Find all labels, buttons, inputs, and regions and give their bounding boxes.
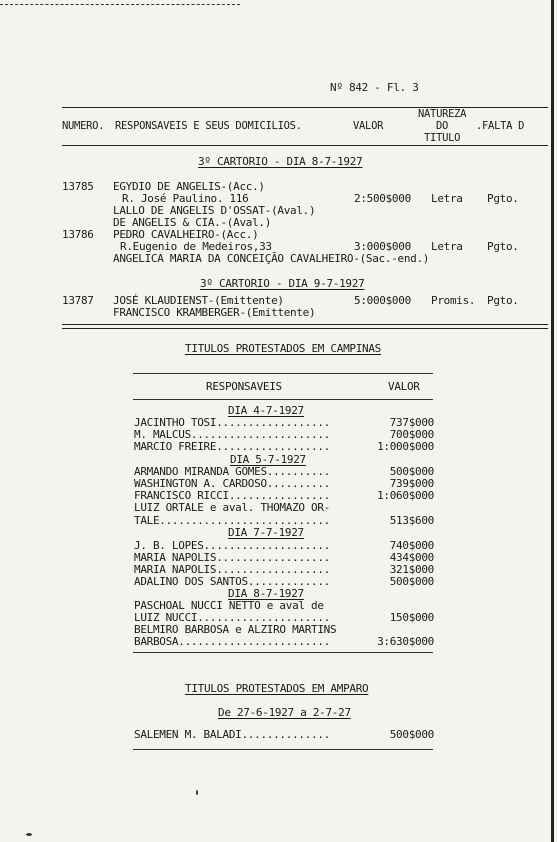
date-heading: DIA 5-7-1927 xyxy=(230,453,306,466)
entry-valor: 3:000$000 xyxy=(354,240,411,253)
entry-numero: 13786 xyxy=(62,228,94,241)
list-item: J. B. LOPES.................... xyxy=(134,539,330,552)
entry-falta: Pgto. xyxy=(487,192,519,205)
list-item: JACINTHO TOSI.................. xyxy=(134,416,330,429)
list-item-valor: 739$000 xyxy=(389,477,434,490)
top-scan-noise xyxy=(0,4,240,5)
column-valor: VALOR xyxy=(388,380,420,393)
list-item-valor: 740$000 xyxy=(389,539,434,552)
entry-natureza: Letra xyxy=(431,240,463,253)
cartorio-heading: 3º CARTORIO - DIA 8-7-1927 xyxy=(198,155,363,168)
section-rule xyxy=(62,324,548,325)
scan-edge xyxy=(551,0,554,842)
entry-line: R. José Paulino. 116 xyxy=(122,192,249,205)
date-heading: DIA 4-7-1927 xyxy=(228,404,304,417)
date-heading: DIA 8-7-1927 xyxy=(228,587,304,600)
entry-valor: 5:000$000 xyxy=(354,294,411,307)
entry-falta: Pgto. xyxy=(487,240,519,253)
list-item-valor: 700$000 xyxy=(389,428,434,441)
list-item-valor: 150$000 xyxy=(389,611,434,624)
list-item-valor: 3:630$000 xyxy=(377,635,434,648)
table-bottom-rule xyxy=(133,749,433,750)
amparo-title: TITULOS PROTESTADOS EM AMPARO xyxy=(185,682,369,695)
list-item-valor: 321$000 xyxy=(389,563,434,576)
cartorio-heading: 3º CARTORIO - DIA 9-7-1927 xyxy=(200,277,365,290)
list-item-valor: 434$000 xyxy=(389,551,434,564)
ink-speck xyxy=(26,833,32,836)
entry-natureza: Promis. xyxy=(431,294,476,307)
list-item: MARIA NAPOLIS.................. xyxy=(134,551,330,564)
list-item: PASCHOAL NUCCI NETTO e aval de xyxy=(134,599,324,612)
list-item-valor: 500$000 xyxy=(389,465,434,478)
entry-numero: 13787 xyxy=(62,294,94,307)
amparo-period: De 27-6-1927 a 2-7-27 xyxy=(218,706,351,719)
ink-speck xyxy=(196,790,198,795)
entry-natureza: Letra xyxy=(431,192,463,205)
entry-valor: 2:500$000 xyxy=(354,192,411,205)
list-item: BARBOSA........................ xyxy=(134,635,330,648)
section-rule xyxy=(62,328,548,329)
list-item: ARMANDO MIRANDA GOMES.......... xyxy=(134,465,330,478)
entry-line: R.Eugenio de Medeiros,33 xyxy=(120,240,272,253)
table-top-rule xyxy=(133,373,433,374)
list-item-valor: 500$000 xyxy=(389,575,434,588)
entry-line: DE ANGELIS & CIA.-(Aval.) xyxy=(113,216,272,229)
list-item: ADALINO DOS SANTOS............. xyxy=(134,575,330,588)
list-item: LUIZ ORTALE e aval. THOMAZO OR- xyxy=(134,501,330,514)
entry-line: EGYDIO DE ANGELIS-(Acc.) xyxy=(113,180,265,193)
column-responsaveis: RESPONSAVEIS xyxy=(206,380,282,393)
list-item: MARIA NAPOLIS.................. xyxy=(134,563,330,576)
header-responsaveis: RESPONSAVEIS E SEUS DOMICILIOS. xyxy=(115,120,302,132)
list-item: BELMIRO BARBOSA e ALZIRO MARTINS xyxy=(134,623,337,636)
header-titulo: TITULO xyxy=(424,132,461,144)
list-item-valor: 737$000 xyxy=(389,416,434,429)
header-do: DO xyxy=(436,120,449,132)
list-item-valor: 1:000$000 xyxy=(377,440,434,453)
list-item-valor: 500$000 xyxy=(389,728,434,741)
entry-line: ANGELICA MARIA DA CONCEIÇÃO CAVALHEIRO-(Sac.-end.) xyxy=(113,252,430,265)
date-heading: DIA 7-7-1927 xyxy=(228,526,304,539)
entry-numero: 13785 xyxy=(62,180,94,193)
header-falta: .FALTA D xyxy=(476,120,525,132)
list-item: LUIZ NUCCI..................... xyxy=(134,611,330,624)
list-item: TALE........................... xyxy=(134,514,330,527)
entry-line: FRANCISCO KRAMBERGER-(Emittente) xyxy=(113,306,316,319)
list-item: SALEMEN M. BALADI.............. xyxy=(134,728,330,741)
header-valor: VALOR xyxy=(353,120,384,132)
page-number: Nº 842 - Fl. 3 xyxy=(330,81,419,94)
entry-line: JOSÉ KLAUDIENST-(Emittente) xyxy=(113,294,284,307)
header-top-rule xyxy=(62,107,548,108)
entry-line: LALLO DE ANGELIS D'OSSAT-(Aval.) xyxy=(113,204,316,217)
table-header-rule xyxy=(133,399,433,400)
list-item: MARCIO FREIRE.................. xyxy=(134,440,330,453)
entry-falta: Pgto. xyxy=(487,294,519,307)
list-item: FRANCISCO RICCI................ xyxy=(134,489,330,502)
list-item-valor: 1:060$000 xyxy=(377,489,434,502)
header-bottom-rule xyxy=(62,145,548,146)
header-numero: NUMERO. xyxy=(62,120,105,132)
table-bottom-rule xyxy=(133,652,433,653)
entry-line: PEDRO CAVALHEIRO-(Acc.) xyxy=(113,228,259,241)
list-item: M. MALCUS...................... xyxy=(134,428,330,441)
campinas-title: TITULOS PROTESTADOS EM CAMPINAS xyxy=(185,342,381,355)
list-item-valor: 513$600 xyxy=(389,514,434,527)
list-item: WASHINGTON A. CARDOSO.......... xyxy=(134,477,330,490)
header-natureza: NATUREZA xyxy=(418,108,467,120)
